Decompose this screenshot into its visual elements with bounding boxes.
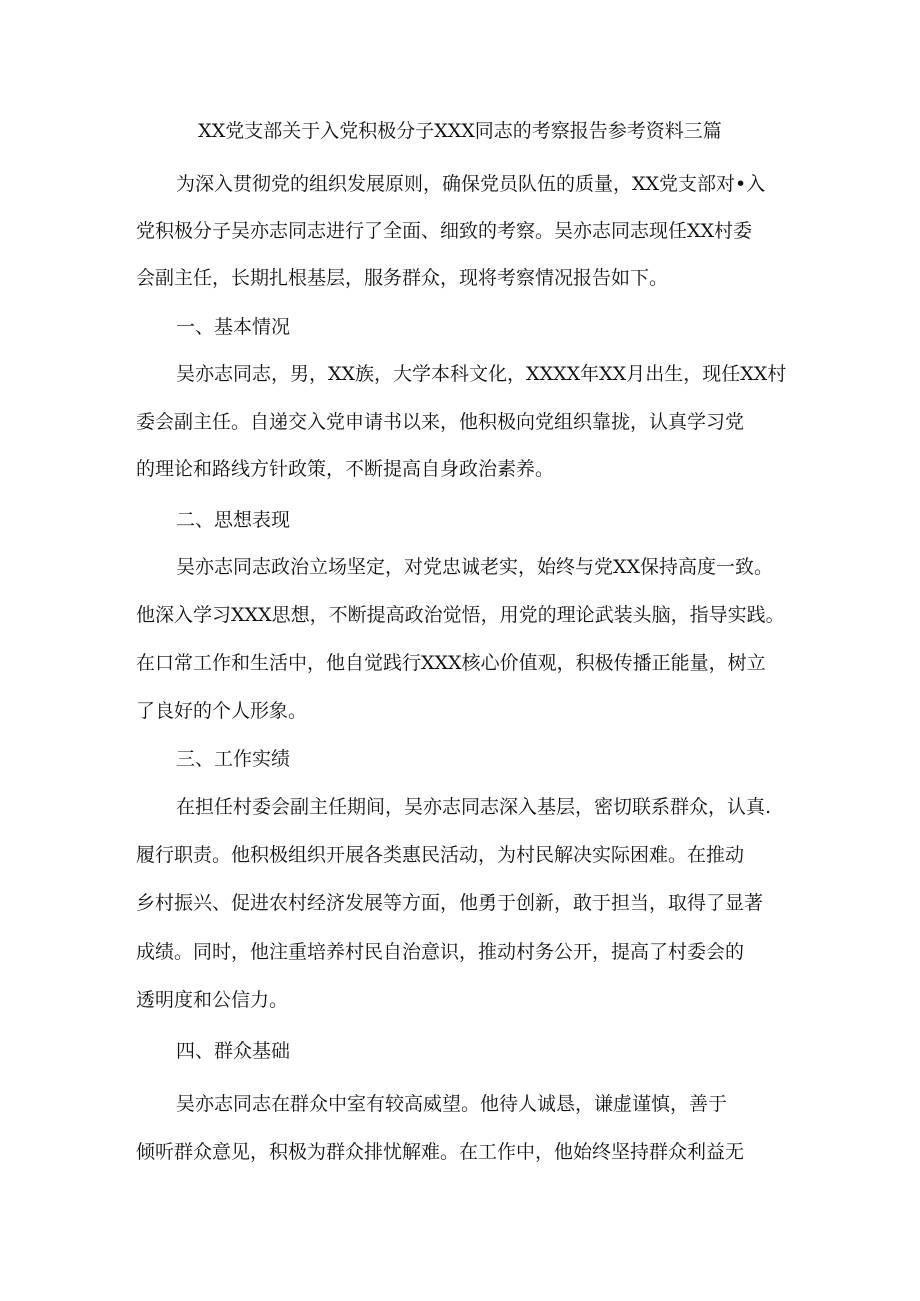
section-heading-work-results: 三、工作实绩 <box>176 748 291 770</box>
paragraph-line: 吴亦志同志，男，XX族，大学本科文化，XXXX年XX月出生，现任XX村 <box>176 363 787 385</box>
paragraph-line: 吴亦志同志政治立场坚定，对党忠诚老实，始终与党XX保持高度一致。 <box>176 556 774 578</box>
paragraph-line: 他深入学习XXX思想，不断提高政治觉悟，用党的理论武装头脑，指导实践。 <box>136 604 785 626</box>
paragraph-line: 履行职责。他积极组织开展各类惠民活动，为村民解决实际困难。在推动 <box>136 844 745 866</box>
document-title: XX党支部关于入党积极分子XXX同志的考察报告参考资料三篇 <box>198 120 722 142</box>
section-heading-ideology: 二、思想表现 <box>176 509 291 531</box>
section-heading-mass-base: 四、群众基础 <box>176 1040 291 1062</box>
paragraph-line: 了良好的个人形象。 <box>136 700 308 722</box>
paragraph-line: 透明度和公信力。 <box>136 989 289 1011</box>
paragraph-line: 在担任村委会副主任期间，吴亦志同志深入基层，密切联系群众，认真. <box>176 796 772 818</box>
paragraph-line: 委会副主任。自递交入党申请书以来，他积极向党组织靠拢，认真学习党 <box>136 411 745 433</box>
paragraph-line: 乡村振兴、促进农村经济发展等方面，他勇于创新，敢于担当，取得了显著 <box>136 892 764 914</box>
paragraph-line: 吴亦志同志在群众中室有较高威望。他待人诚恳，谦虚谨慎，善于 <box>176 1093 728 1115</box>
section-heading-basic-info: 一、基本情况 <box>176 316 291 338</box>
paragraph-line: 为深入贯彻党的组织发展原则，确保党员队伍的质量，XX党支部对•入 <box>176 173 766 195</box>
paragraph-line: 成绩。同时，他注重培养村民自治意识，推动村务公开，提高了村委会的 <box>136 941 745 963</box>
paragraph-line: 会副主任，长期扎根基层，服务群众，现将考察情况报告如下。 <box>136 267 669 289</box>
paragraph-line: 在口常工作和生活中，他自觉践行XXX核心价值观，积极传播正能量，树立 <box>136 652 766 674</box>
paragraph-line: 倾听群众意见，积极为群众排忧解难。在工作中，他始终坚持群众利益无 <box>136 1141 745 1163</box>
paragraph-line: 的理论和路线方针政策，不断提高自身政治素养。 <box>136 458 555 480</box>
paragraph-line: 党积极分子吴亦志同志进行了全面、细致的考察。吴亦志同志现任XX村委 <box>136 220 753 242</box>
